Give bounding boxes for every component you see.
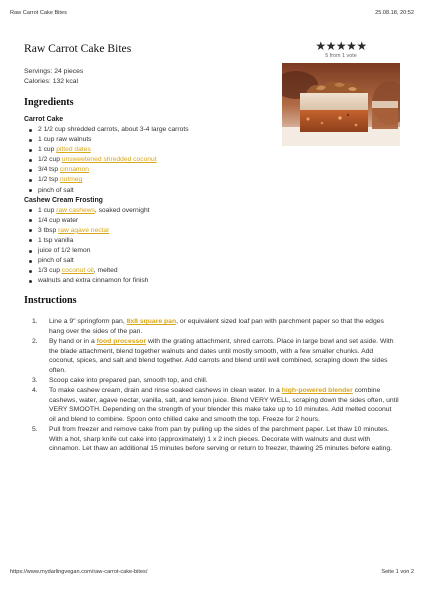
rating-widget[interactable] [286,40,396,59]
step-number: 3. [32,376,38,384]
ingredient-text: 1/3 cup [38,267,62,275]
print-header-datetime: 25.08.18, 20:52 [375,10,414,16]
ingredient-text: 1 cup raw walnuts [38,136,92,144]
ingredient-text: , melted [93,267,118,275]
ingredient-link[interactable]: coconut oil [61,267,94,275]
ingredient-text: 1 tsp vanilla [38,236,74,244]
ingredient-text: 1/4 cup water [38,216,79,224]
ingredients-heading: Ingredients [24,97,74,108]
ingredient-text: , soaked overnight [94,206,150,214]
ingredient-text: 3/4 tsp [38,166,60,174]
ingredient-text: pinch of salt [38,186,74,194]
ingredient-link[interactable]: cinnamon [59,166,89,174]
step-number: 2. [32,338,38,346]
ingredient-item [29,145,400,155]
step-number: 4. [32,387,38,395]
ingredient-item [29,186,400,196]
ingredient-item [29,246,400,256]
ingredient-text: 1 cup [38,206,57,214]
ingredient-group-cashew-frosting [29,206,400,287]
step-text: with the grating attachment, shred carrots. Place in large bowl and set aside. With the blade attachment, blend together walnuts and dates until mostly smooth, with a few smaller chunks. Add coconut, spices, and salt and blend together. Add carrots and blend until well combined, scraping down the sides often. [49,338,394,374]
step-text: Pull from freezer and remove cake from pan by pulling up the sides of the parchment paper. Let thaw 10 minutes. With a hot, sharp knife cut cake into (approximately) 1 x 2 inch pieces. Decorate with walnuts and dust with cinnamon. Let thaw an additional 15 minutes before serving or return to freezer, thawing 25 minutes before eating. [49,425,393,453]
step-link[interactable]: high-powered blender [281,387,353,395]
ingredient-link[interactable]: raw agave nectar [58,226,110,234]
ingredient-text: walnuts and extra cinnamon for finish [38,277,149,285]
step-text: By hand or in a [49,338,97,346]
ingredient-item [29,155,400,165]
ingredient-item [29,206,400,216]
instruction-step [24,376,400,386]
instructions-heading: Instructions [24,295,77,307]
ingredient-link[interactable]: unsweetened shredded coconut [61,156,157,164]
print-header [10,10,414,20]
page-url[interactable]: https://www.mydarlingvegan.com/raw-carrot-cake-bites/ [10,569,148,575]
ingredient-link[interactable]: raw cashews [56,206,95,214]
ingredient-item [29,216,400,226]
ingredient-text: 1/2 cup [38,156,62,164]
ingredient-item [29,165,400,175]
step-link[interactable]: 8x8 square pan [126,318,177,326]
page-number: Seite 1 von 2 [381,569,414,575]
step-number: 1. [32,318,38,326]
ingredient-item [29,236,400,246]
step-text: combine cashews, water, agave nectar, vanilla, salt, and lemon juice. Blend VERY WELL, scraping down the sides often, until VERY SMOOTH. Depending on the strength of your blender this make take up to 10 minutes. Add melted coconut oil and blend to combine. Spoon onto chilled cake and smooth the top. Freeze for 2 hours. [49,387,399,423]
ingredient-item [29,276,400,286]
servings: Servings: 24 pieces [24,68,84,75]
ingredient-link[interactable]: nutmeg [59,176,83,184]
step-link[interactable]: food processor [96,338,147,346]
ingredient-item [29,135,400,145]
step-text: To make cashew cream, drain and rinse soaked cashews in clean water. In a [49,387,282,395]
recipe-title: Raw Carrot Cake Bites [24,42,132,55]
ingredient-item [29,175,400,185]
step-text: , or equivalent sized loaf pan with parchment paper so that the edges hang over the sides of the pan. [49,318,384,335]
calories: Calories: 132 kcal [24,77,79,85]
ingredient-text: 3 tbsp [38,226,59,234]
ingredient-text: pinch of salt [38,257,74,265]
ingredient-item [29,226,400,236]
ingredient-text: 1/2 tsp [38,176,60,184]
rating-votes: 5 from 1 vote [325,53,357,59]
ingredient-item [29,256,400,266]
recipe-card [24,36,400,454]
ingredient-item [29,266,400,276]
step-text: Line a 9" springform pan, [49,318,127,326]
ingredient-group-title: Cashew Cream Frosting [24,196,103,204]
instruction-step [24,425,400,454]
step-text: Scoop cake into prepared pan, smooth top, and chill. [49,376,208,384]
ingredient-group-carrot-cake [29,125,400,196]
instruction-step [24,386,400,424]
instruction-step [24,317,400,336]
ingredient-text: 1 cup [38,146,57,154]
print-footer [10,569,414,579]
step-number: 5. [32,425,38,433]
ingredient-item [29,125,400,135]
ingredient-text: juice of 1/2 lemon [38,247,91,255]
star-rating-icons[interactable]: ★★★★★ [315,39,367,53]
ingredients-list [24,116,400,286]
ingredient-link[interactable]: pitted dates [56,146,91,154]
ingredient-group-title: Carrot Cake [24,116,64,123]
print-header-title: Raw Carrot Cake Bites [10,10,67,16]
ingredient-text: 2 1/2 cup shredded carrots, about 3-4 large carrots [38,126,189,133]
instructions-list [24,317,400,453]
instruction-step [24,337,400,375]
